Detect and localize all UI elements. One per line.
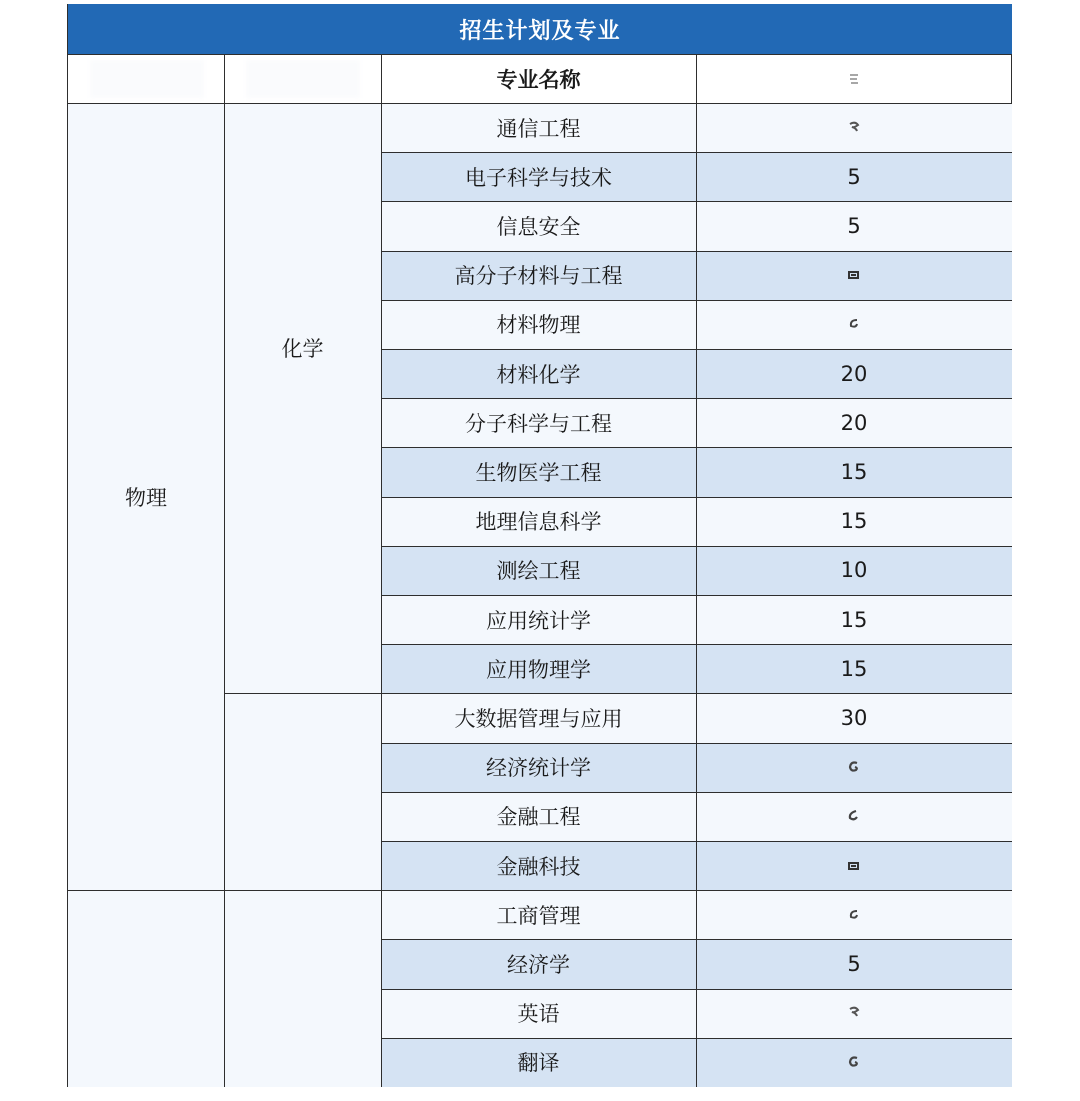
grid-line-h bbox=[68, 103, 1012, 104]
major-name-cell: 金融科技 bbox=[496, 854, 581, 879]
grid-line-h bbox=[68, 54, 1012, 55]
major-name-cell: 工商管理 bbox=[496, 903, 581, 928]
count-cell: 5 bbox=[847, 951, 861, 976]
redacted-count-icon bbox=[696, 890, 1012, 939]
grid-line-v bbox=[696, 54, 697, 1087]
major-name-cell: 翻译 bbox=[517, 1051, 560, 1076]
major-name-cell: 经济学 bbox=[507, 952, 570, 977]
count-cell: 10 bbox=[840, 558, 868, 583]
table-title: 招生计划及专业 bbox=[68, 4, 1012, 54]
major-name-cell: 分子科学与工程 bbox=[465, 411, 612, 436]
grid-line-h bbox=[224, 693, 381, 694]
header-blur-col2 bbox=[246, 60, 360, 98]
enrollment-table bbox=[67, 4, 1012, 1087]
major-name-cell: 英语 bbox=[517, 1002, 560, 1027]
major-name-cell: 生物医学工程 bbox=[475, 460, 602, 485]
major-name-cell: 金融工程 bbox=[496, 805, 581, 830]
major-name-cell: 信息安全 bbox=[496, 214, 581, 239]
major-name-cell: 经济统计学 bbox=[486, 756, 591, 781]
redacted-count-icon bbox=[696, 300, 1012, 349]
major-name-cell: 材料物理 bbox=[496, 313, 581, 338]
count-cell: 30 bbox=[840, 705, 868, 730]
count-cell: 20 bbox=[840, 361, 868, 386]
major-name-cell: 高分子材料与工程 bbox=[454, 264, 623, 289]
major-name-cell: 应用物理学 bbox=[486, 657, 591, 682]
grid-line-v bbox=[381, 54, 382, 1087]
major-name-cell: 通信工程 bbox=[496, 116, 581, 141]
grid-line-v bbox=[224, 54, 225, 1087]
redacted-count-icon bbox=[696, 989, 1012, 1038]
count-cell: 15 bbox=[840, 509, 868, 534]
count-cell: 15 bbox=[840, 607, 868, 632]
header-blur-col1 bbox=[90, 60, 204, 98]
major-name-cell: 大数据管理与应用 bbox=[454, 706, 623, 731]
major-name-cell: 测绘工程 bbox=[496, 559, 581, 584]
redacted-count-icon bbox=[696, 103, 1012, 152]
major-name-cell: 应用统计学 bbox=[486, 608, 591, 633]
redacted-count-icon bbox=[696, 1038, 1012, 1087]
redacted-count-icon bbox=[696, 251, 1012, 300]
redacted-count-icon bbox=[696, 743, 1012, 792]
header-major-name: 专业名称 bbox=[496, 67, 581, 92]
count-cell: 5 bbox=[847, 164, 861, 189]
redacted-count-icon bbox=[696, 792, 1012, 841]
major-name-cell: 电子科学与技术 bbox=[465, 165, 612, 190]
header-count-redacted-icon bbox=[696, 54, 1012, 103]
count-cell: 15 bbox=[840, 459, 868, 484]
redacted-count-icon bbox=[696, 841, 1012, 890]
primary-subject-physics: 物理 bbox=[125, 485, 167, 510]
major-name-cell: 材料化学 bbox=[496, 362, 581, 387]
count-cell: 15 bbox=[840, 656, 868, 681]
major-name-cell: 地理信息科学 bbox=[475, 510, 602, 535]
count-cell: 20 bbox=[840, 410, 868, 435]
secondary-subject-chemistry: 化学 bbox=[281, 337, 324, 362]
count-cell: 5 bbox=[847, 213, 861, 238]
